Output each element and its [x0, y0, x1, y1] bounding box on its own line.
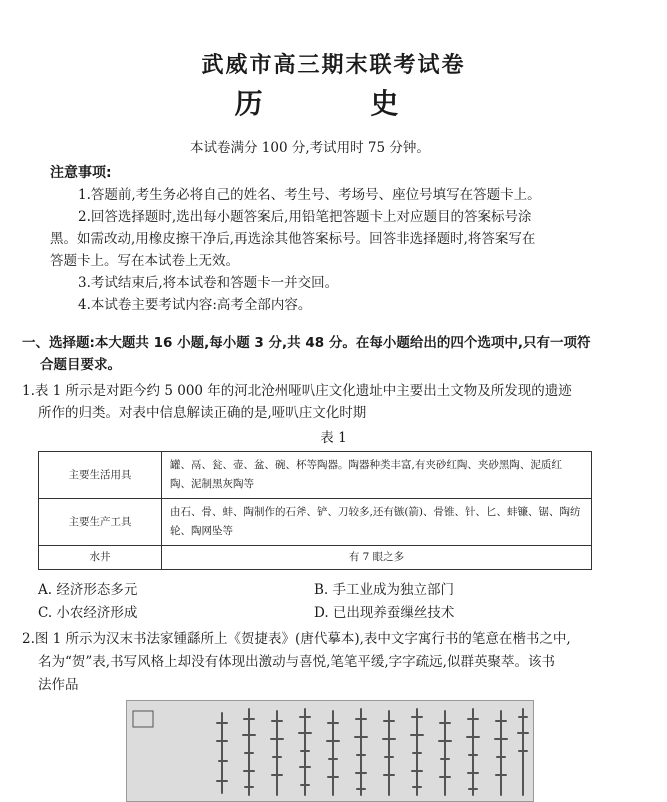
notice-item: 答题卡上。写在本试卷上无效。 [50, 253, 239, 269]
table-row-content [162, 452, 592, 499]
notice-item: 4.本试卷主要考试内容:高考全部内容。 [78, 297, 312, 313]
exam-intro: 本试卷满分 100 分,考试用时 75 分钟。 [190, 140, 430, 156]
artifact-table [38, 451, 592, 570]
question-2-stem: 2.图 1 所示为汉末书法家锺繇所上《贺捷表》(唐代摹本),表中文字寓行书的笔意在楷书之中, [22, 631, 571, 647]
option-c: C. 小农经济形成 [38, 605, 138, 621]
calligraphy-image [126, 700, 534, 802]
notice-item: 2.回答选择题时,选出每小题答案后,用铅笔把答题卡上对应题目的答案标号涂 [78, 209, 532, 225]
exam-title: 武威市高三期末联考试卷 [201, 53, 466, 78]
table-row [39, 546, 592, 570]
notice-item: 黑。如需改动,用橡皮擦干净后,再选涂其他答案标号。回答非选择题时,将答案写在 [50, 231, 536, 247]
seal-mark [133, 711, 153, 727]
table-cell-line: 由石、骨、蚌、陶制作的石斧、铲、刀较多,还有镞(箭)、骨锥、针、匕、蚌镰、锯、陶纺 [170, 506, 581, 518]
table-row [39, 452, 592, 499]
table-caption: 表 1 [320, 430, 347, 446]
table-cell-line: 罐、鬲、瓮、壶、盆、碗、杯等陶器。陶器种类丰富,有夹砂红陶、夹砂黑陶、泥质红 [170, 459, 562, 471]
option-b: B. 手工业成为独立部门 [314, 582, 455, 598]
exam-subject: 历 史 [234, 87, 433, 120]
table-row-head: 水井 [39, 546, 162, 570]
section-heading: 一、选择题:本大题共 16 小题,每小题 3 分,共 48 分。在每小题给出的四个选项中,只有一项符 [22, 335, 591, 351]
question-2-stem-cont: 法作品 [38, 677, 79, 693]
table-row-head: 主要生产工具 [39, 499, 162, 546]
question-1-stem-cont: 所作的归类。对表中信息解读正确的是,哑叭庄文化时期 [38, 405, 367, 421]
table-row-head: 主要生活用具 [39, 452, 162, 499]
table-row-content: 有 7 眼之多 [162, 546, 592, 570]
option-a: A. 经济形态多元 [38, 582, 138, 598]
table-cell-line: 陶、泥制黑灰陶等 [170, 478, 254, 490]
table-row [39, 499, 592, 546]
option-d: D. 已出现养蚕缫丝技术 [314, 605, 455, 621]
notice-item: 1.答题前,考生务必将自己的姓名、考生号、考场号、座位号填写在答题卡上。 [78, 187, 541, 203]
table-cell-line: 轮、陶网坠等 [170, 525, 233, 537]
question-2-stem-cont: 名为“贺”表,书写风格上却没有体现出激动与喜悦,笔笔平缓,字字疏远,似群英聚萃。该书 [38, 654, 555, 670]
table-row-content [162, 499, 592, 546]
section-heading-cont: 合题目要求。 [40, 357, 121, 373]
notice-heading: 注意事项: [50, 165, 112, 181]
notice-item: 3.考试结束后,将本试卷和答题卡一并交回。 [78, 275, 339, 291]
question-1-stem: 1.表 1 所示是对距今约 5 000 年的河北沧州哑叭庄文化遗址中主要出土文物及所发现的遗迹 [22, 383, 572, 399]
calligraphy-strokes [127, 701, 533, 801]
